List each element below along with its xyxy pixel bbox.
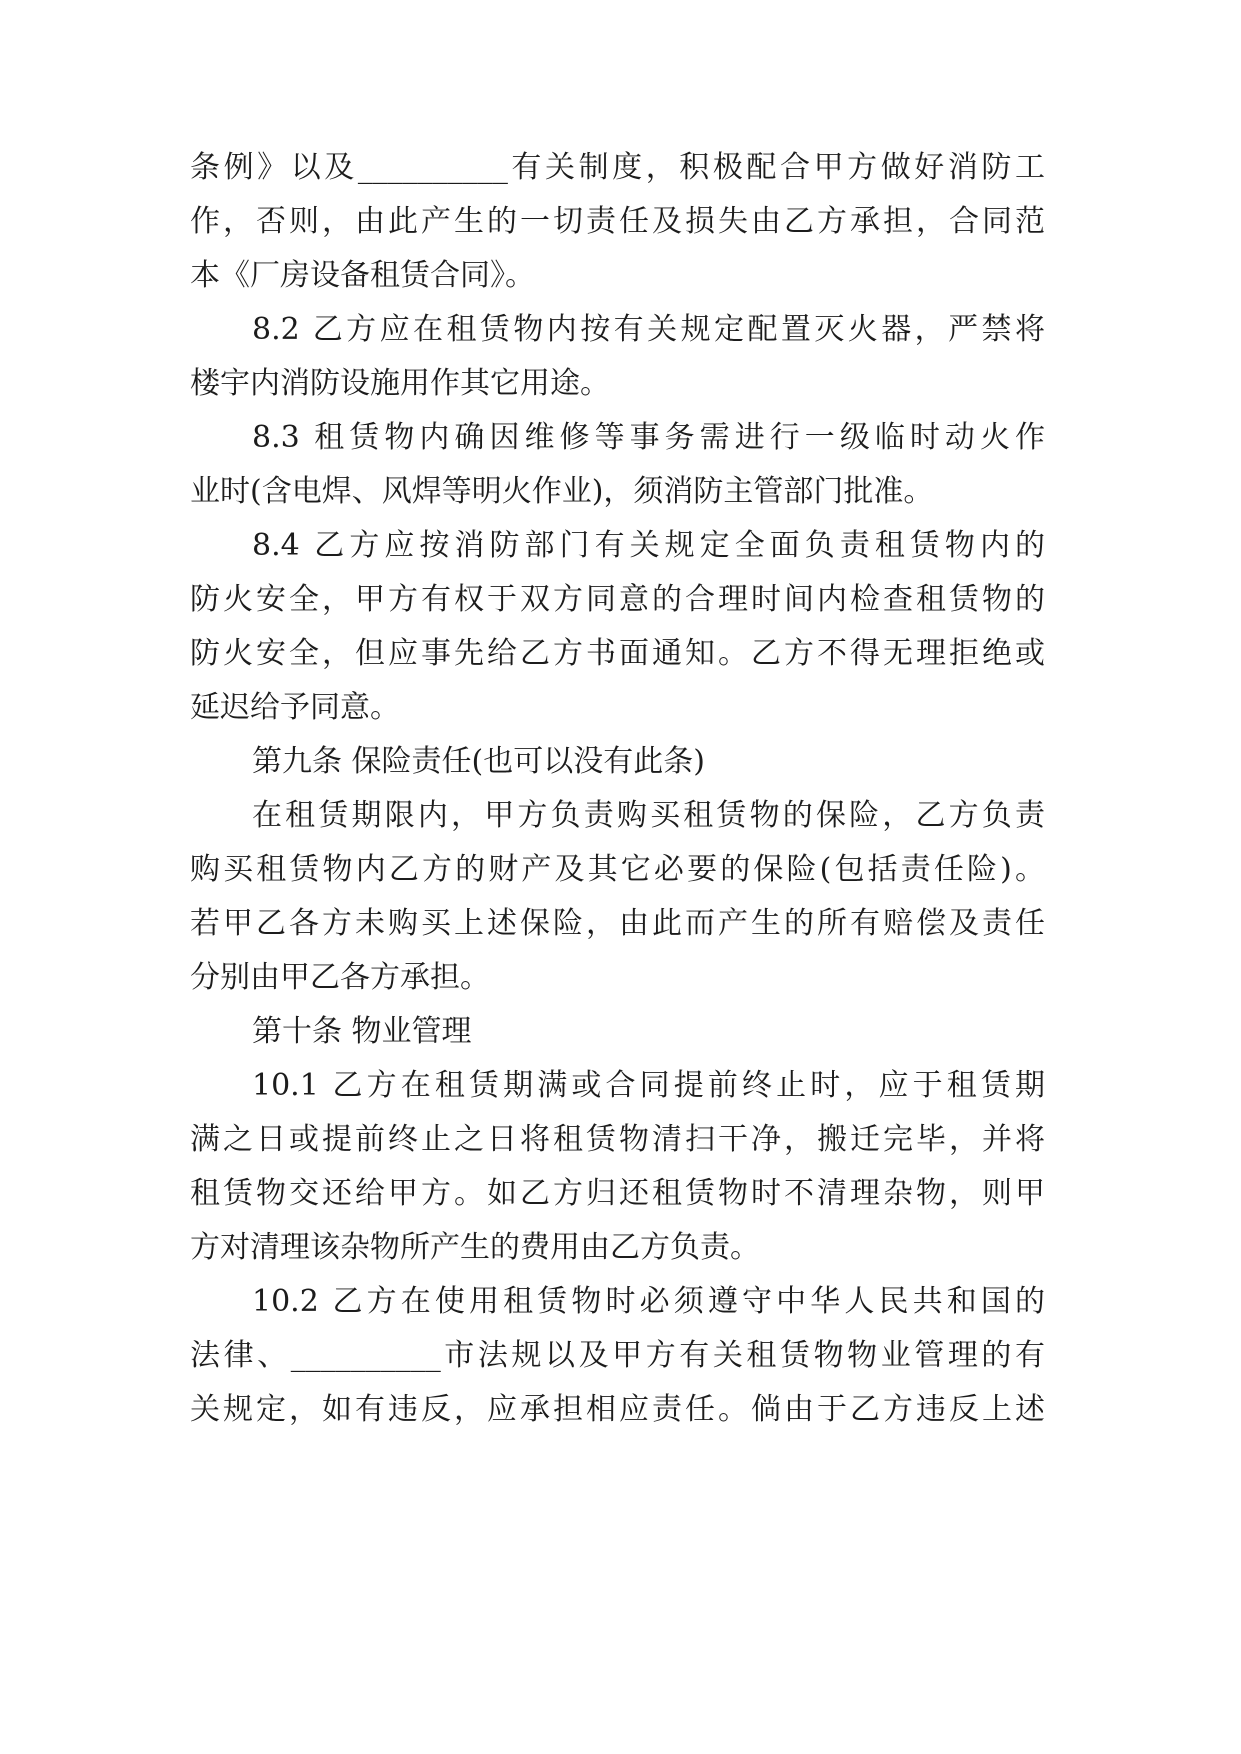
text-line: 租赁物交还给甲方。如乙方归还租赁物时不清理杂物，则甲	[190, 1176, 1045, 1211]
text-line: 购买租赁物内乙方的财产及其它必要的保险(包括责任险)。	[190, 852, 1045, 887]
text-line: 方对清理该杂物所产生的费用由乙方负责。	[190, 1230, 760, 1265]
text-line: 条例》以及__________有关制度，积极配合甲方做好消防工	[190, 150, 1045, 185]
section-heading: 第十条 物业管理	[252, 1014, 472, 1049]
text-line: 8.4 乙方应按消防部门有关规定全面负责租赁物内的	[252, 528, 1045, 563]
text-line: 分别由甲乙各方承担。	[190, 960, 490, 995]
text-line: 作，否则，由此产生的一切责任及损失由乙方承担，合同范	[190, 204, 1045, 239]
text-line: 若甲乙各方未购买上述保险，由此而产生的所有赔偿及责任	[190, 906, 1045, 941]
text-line: 关规定，如有违反，应承担相应责任。倘由于乙方违反上述	[190, 1392, 1045, 1427]
text-line: 法律、__________市法规以及甲方有关租赁物物业管理的有	[190, 1338, 1045, 1373]
text-line: 延迟给予同意。	[190, 690, 400, 725]
text-line: 业时(含电焊、风焊等明火作业)，须消防主管部门批准。	[190, 474, 934, 509]
text-line: 满之日或提前终止之日将租赁物清扫干净，搬迁完毕，并将	[190, 1122, 1045, 1157]
section-heading: 第九条 保险责任(也可以没有此条)	[252, 744, 705, 779]
text-line: 10.1 乙方在租赁期满或合同提前终止时，应于租赁期	[252, 1068, 1045, 1103]
text-line: 楼宇内消防设施用作其它用途。	[190, 366, 610, 401]
text-line: 防火安全，但应事先给乙方书面通知。乙方不得无理拒绝或	[190, 636, 1045, 671]
text-line: 本《厂房设备租赁合同》。	[190, 258, 535, 293]
text-line: 10.2 乙方在使用租赁物时必须遵守中华人民共和国的	[252, 1284, 1045, 1319]
text-line: 在租赁期限内，甲方负责购买租赁物的保险，乙方负责	[252, 798, 1045, 833]
text-line: 防火安全，甲方有权于双方同意的合理时间内检查租赁物的	[190, 582, 1045, 617]
text-line: 8.2 乙方应在租赁物内按有关规定配置灭火器，严禁将	[252, 312, 1045, 347]
text-line: 8.3 租赁物内确因维修等事务需进行一级临时动火作	[252, 420, 1045, 455]
